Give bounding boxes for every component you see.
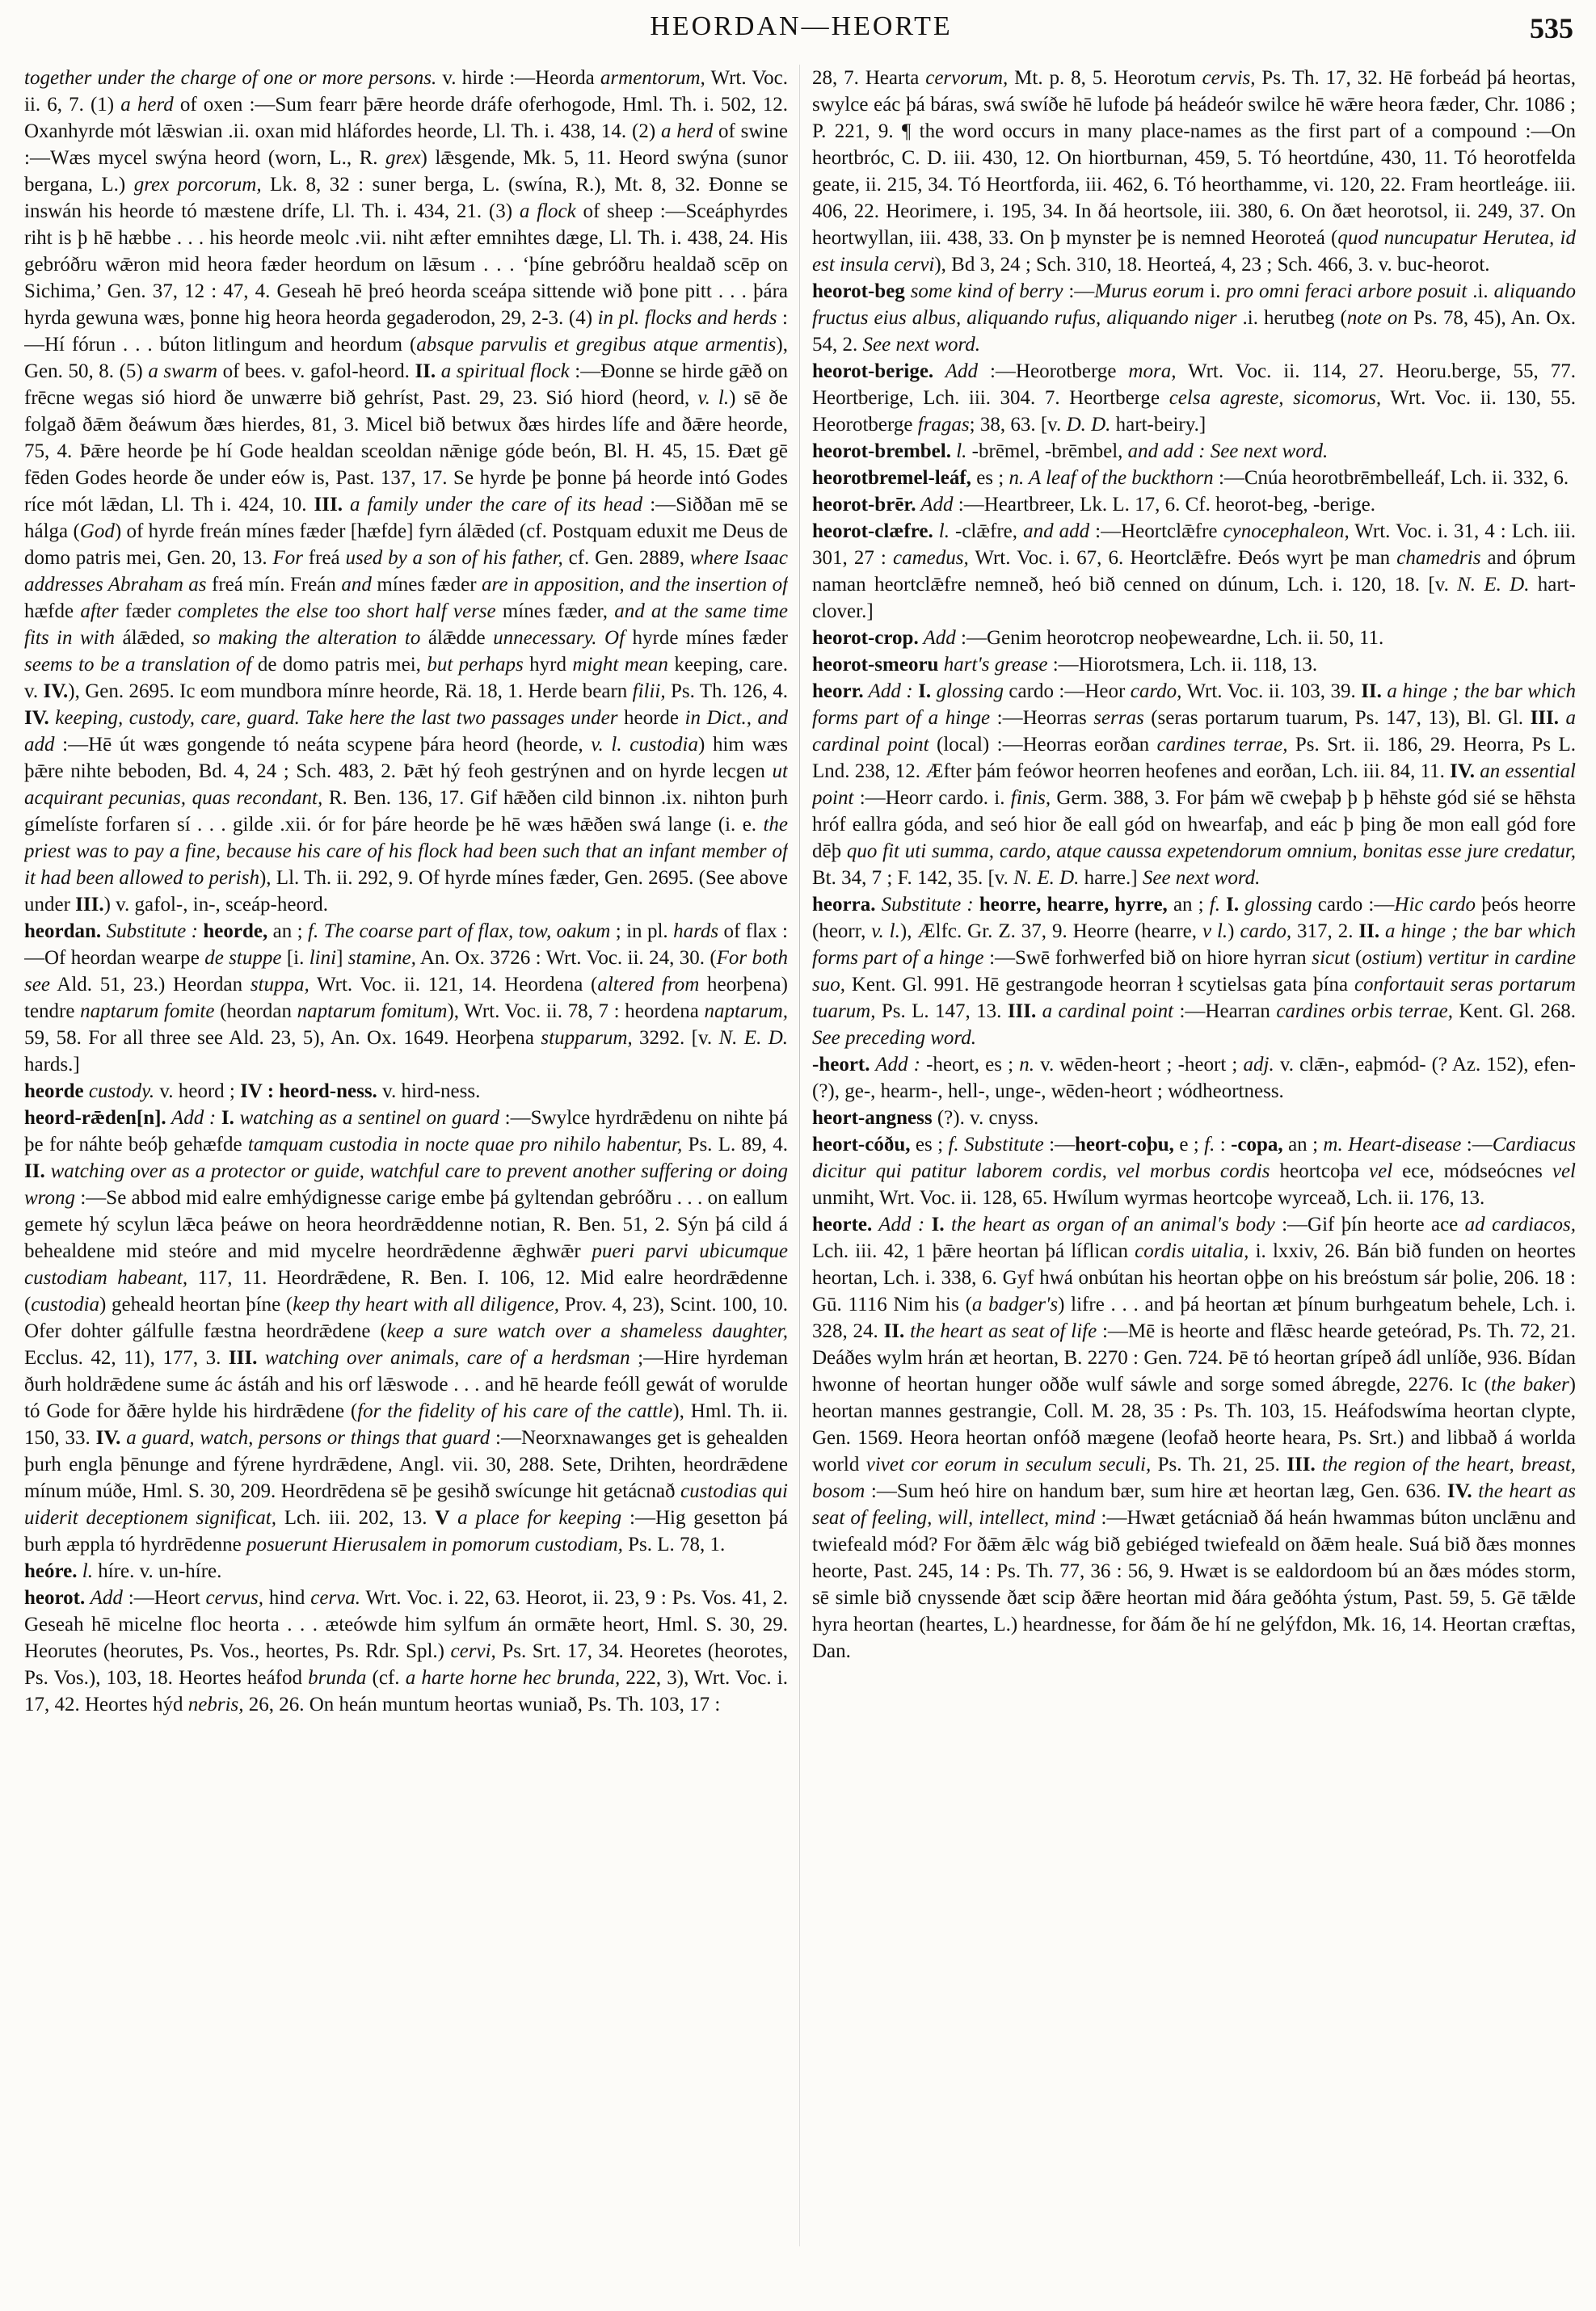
right-column <box>812 65 1576 2279</box>
dictionary-entry: heorot-berige. Add :—Heorotberge mora, Wrt. Voc. ii. 114, 27. Heoru.berge, 55, 77. Heortberige, Lch. iii. 304. 7. Heortberge celsa agreste, sicomorus, Wrt. Voc. ii. 130, 55. Heorotberge fragas; 38, 63. [v. D. D. hart-beiry.] <box>812 360 1576 436</box>
dictionary-entry: heorte. Add : I. the heart as organ of an animal's body :—Gif þín heorte ace ad cardiacos, Lch. iii. 42, 1 þǣre heortan þá líflican cordis uitalia, i. lxxiv, 26. Bán bið funden on heortes heortan, Lch. i. 338, 6. Gyf hwá onbútan his heortan oþþe on his breóstum sár þolie, 206. 18 : Gū. 1116 Nim his (a badger's) lifre . . . and þá heortan æt þínum burhgeatum behele, Lch. i. 328, 24. II. the heart as seat of life :—Mē is heorte and flǣsc hearde geteórad, Ps. Th. 72, 21. Deáðes wylm hrán æt heortan, B. 2270 : Gen. 724. Þē tó heortan grípeð ádl unlíðe, 936. Bídan hwonne of heortan hunger oððe wulf sáwle and sorge somed ábregde, 2276. Ic (the baker) heortan mannes gestrangie, Coll. M. 28, 35 : Ps. Th. 103, 15. Heáfodswíma heortan clypte, Gen. 1569. Heora heortan onfóð mægene (leofað heorte heara, Ps. Srt.) and libbað á worlda world vivet cor eorum in seculum seculi, Ps. Th. 21, 25. III. the region of the heart, breast, bosom :—Sum heó hire on handum bær, sum hire æt heortan læg, Gen. 636. IV. the heart as seat of feeling, will, intellect, mind :—Hwæt getácniað ðá heán hwammas búton unclǣnu and twiefeald mód? For ðǣm ǣlc wág bið gebiéged twiefeald on ðǣm heale. Suá bið ðæs monnes heorte, Past. 245, 14 : Ps. Th. 77, 36 : 56, 9. Hwæt is se ealdordoom bú an ðæs módes storm, sē simle bið cnyssende ðæt scip ðǣre heortan mid ðára geðóhta ýstum, Past. 59, 5. Gē tǣlde hyra heortan (heartes, L.) heardnesse, for ðám ðe hí ne gelýfdon, Mk. 16, 14. Heortan cræftas, Dan. <box>812 1214 1576 1662</box>
left-column <box>24 65 788 2279</box>
dictionary-entry: heordan. Substitute : heorde, an ; f. The coarse part of flax, tow, oakum ; in pl. hards of flax :—Of heordan wearpe de stuppe [i. lini] stamine, An. Ox. 3726 : Wrt. Voc. ii. 24, 30. (For both see Ald. 51, 23.) Heordan stuppa, Wrt. Voc. ii. 121, 14. Heordena (altered from heorþena) tendre naptarum fomite (heordan naptarum fomitum), Wrt. Voc. ii. 78, 7 : heordena naptarum, 59, 58. For all three see Ald. 23, 5), An. Ox. 1649. Heorþena stupparum, 3292. [v. N. E. D. hards.] <box>24 920 788 1076</box>
page-number: 535 <box>1530 12 1573 44</box>
entry-continuation: together under the charge of one or more persons. v. hirde :—Heorda armentorum, Wrt. Voc. ii. 6, 7. (1) a herd of oxen :—Sum fearr þǣre heorde dráfe oferhogode, Hml. Th. i. 502, 12. Oxanhyrde mót lǣswian .ii. oxan mid hláfordes heorde, Ll. Th. i. 438, 14. (2) a herd of swine :—Wæs mycel swýna heord (worn, L., R. grex) lǣsgende, Mk. 5, 11. Heord swýna (sunor bergana, L.) grex porcorum, Lk. 8, 32 : suner berga, L. (swína, R.), Mt. 8, 32. Ðonne se inswán his heorde tó mæstene drífe, Ll. Th. i. 434, 21. (3) a flock of sheep :—Sceáphyrdes riht is þ hē hæbbe . . . his heorde meolc .vii. niht æfter emnihtes dæge, Ll. Th. i. 438, 24. His gebróðru wǣron mid heora fæder heordum on lǣsum . . . ‘þíne gebróðru healdað scēp on Sichima,’ Gen. 37, 12 : 47, 4. Geseah hē þreó heorda sceápa sittende wið þone pitt . . . þára hyrda gewuna wæs, þonne hig heora heorda gegaderodon, 29, 2-3. (4) in pl. flocks and herds :—Hí fórun . . . búton litlingum and heordum (absque parvulis et gregibus atque armentis), Gen. 50, 8. (5) a swarm of bees. v. gafol-heord. II. a spiritual flock :—Ðonne se hirde gǣð on frēcne wegas sió hiord ðe unwærre bið gehríst, Past. 29, 23. Sió hiord (heord, v. l.) sē ðe folgað ðǣm ðeáwum ðæs hierdes, 81, 3. Micel bið betwux ðæs hirdes lífe and ðǣre heorde, 75, 4. Þǣre heorde þe hí Gode healdan sceoldan nǣnige góde beón, Bl. H. 45, 15. Ðæt gē fēden Godes heorde ðe under eów is, Past. 137, 17. Se hyrde þe þonne þá heorde intó Godes ríce mót lǣdan, Ll. Th i. 424, 10. III. a family under the care of its head :—Siððan mē se hálga (God) of hyrde freán mínes fæder [hæfde] fyrn álǣded (cf. Postquam eduxit me Deus de domo patris mei, Gen. 20, 13. For freá used by a son of his father, cf. Gen. 2889, where Isaac addresses Abraham as freá mín. Freán and mínes fæder are in apposition, and the insertion of hæfde after fæder completes the else too short half verse mínes fæder, and at the same time fits in with álǣded, so making the alteration to álǣdde unnecessary. Of hyrde mínes fæder seems to be a translation of de domo patris mei, but perhaps hyrd might mean keeping, care. v. IV.), Gen. 2695. Ic eom mundbora mínre heorde, Rä. 18, 1. Herde bearn filii, Ps. Th. 126, 4. IV. keeping, custody, care, guard. Take here the last two passages under heorde in Dict., and add :—Hē út wæs gongende tó neáta scypene þára heord (heorde, v. l. custodia) him wæs þǣre nihte beboden, Bd. 4, 24 ; Sch. 483, 2. Þǣt hý feoh gestrýnen and on hyrde lecgen ut acquirant pecunias, quas recondant, R. Ben. 136, 17. Gif hǣðen cild binnon .ix. nihton þurh gímelíste forfaren sí . . . gilde .xii. ór for þáre heorde þe hē wæs hǣðen swá lange (i. e. the priest was to pay a fine, because his care of his flock had been such that an infant member of it had been allowed to perish), Ll. Th. ii. 292, 9. Of hyrde mínes fæder, Gen. 2695. (See above under III.) v. gafol-, in-, sceáp-heord. <box>24 67 788 916</box>
dictionary-entry: heorot. Add :—Heort cervus, hind cerva. Wrt. Voc. i. 22, 63. Heorot, ii. 23, 9 : Ps. Vos. 41, 2. Geseah hē micelne floc heorta . . . æteówde him sylfum án ormǣte heort, Hml. S. 30, 29. Heorutes (heorutes, Ps. Vos., heortes, Ps. Rdr. Spl.) cervi, Ps. Srt. 17, 34. Heoretes (heorotes, Ps. Vos.), 103, 18. Heortes heáfod brunda (cf. a harte horne hec brunda, 222, 3), Wrt. Voc. i. 17, 42. Heortes hýd nebris, 26, 26. On heán muntum heortas wuniað, Ps. Th. 103, 17 : <box>24 1587 788 1715</box>
dictionary-entry: heorot-crop. Add :—Genim heorotcrop neoþeweardne, Lch. ii. 50, 11. <box>812 627 1384 649</box>
dictionary-entry: heorot-smeoru hart's grease :—Hiorotsmera, Lch. ii. 118, 13. <box>812 654 1318 676</box>
dictionary-entry: heorot-beg some kind of berry :—Murus eorum i. pro omni feraci arbore posuit .i. aliquando fructus eius albus, aliquando rufus, aliquando niger .i. herutbeg (note on Ps. 78, 45), An. Ox. 54, 2. See next word. <box>812 280 1576 356</box>
dictionary-entry: heorotbremel-leáf, es ; n. A leaf of the buckthorn :—Cnúa heorotbrēmbelleáf, Lch. ii. 332, 6. <box>812 467 1569 489</box>
dictionary-entry: heorr. Add : I. glossing cardo :—Heor cardo, Wrt. Voc. ii. 103, 39. II. a hinge ; the bar which forms part of a hinge :—Heorras serras (seras portarum tuarum, Ps. 147, 13), Bl. Gl. III. a cardinal point (local) :—Heorras eorðan cardines terrae, Ps. Srt. ii. 186, 29. Heorra, Ps L. Lnd. 238, 12. Æfter þám feówor heorren heofenes and eorðan, Lch. iii. 84, 11. IV. an essential point :—Heorr cardo. i. finis, Germ. 388, 3. For þám wē cweþaþ þ þ hēhste gód sié se hēhsta hróf eallra góda, and seó hior ðe eall gód on hwearfaþ, and eác þ þing ðe mon eall gód fore dēþ quo fit uti summa, cardo, atque caussa expetendorum omnium, bonitas esse jure credatur, Bt. 34, 7 ; F. 142, 35. [v. N. E. D. harre.] See next word. <box>812 680 1576 889</box>
dictionary-entry: heord-rǣden[n]. Add : I. watching as a sentinel on guard :—Swylce hyrdrǣdenu on nihte þá þe for náhte beóþ gehæfde tamquam custodia in nocte quae pro nihilo habentur, Ps. L. 89, 4. II. watching over as a protector or guide, watchful care to prevent another suffering or doing wrong :—Se abbod mid ealre emhýdignesse carige embe þá gyltendan gebróðru . . . on eallum gemete hý scylun lǣca þeáwe on heora heordrǣddenne notian, R. Ben. 51, 2. Sýn þá cild á behealdene mid steóre and mid mycelre heordrǣdenne ǣghwǣr pueri parvi ubicumque custodiam habeant, 117, 11. Heordrǣdene, R. Ben. I. 106, 12. Mid ealre heordrǣdenne (custodia) geheald heortan þíne (keep thy heart with all diligence, Prov. 4, 23), Scint. 100, 10. Ofer dohter gálfulle fæstna heordrǣdene (keep a sure watch over a shameless daughter, Ecclus. 42, 11), 177, 3. III. watching over animals, care of a herdsman ;—Hire hyrdeman ðurh holdrǣdene sume ác ástáh and his orf lǣswode . . . and hē hearde feóll gewát of worulde tó Gode for ðǣre hylde his hirdrǣdene (for the fidelity of his care of the cattle), Hml. Th. ii. 150, 33. IV. a guard, watch, persons or things that guard :—Neorxnawanges get is gehealden þurh engla þēnunge and fýrene hyrdrǣdene, Angl. vii. 30, 288. Sete, Drihten, heordrǣdene mínum múðe, Hml. S. 30, 209. Heordrēdena sē þe gesihð swícunge hit getácnað custodias qui uiderit deceptionem significat, Lch. iii. 202, 13. V a place for keeping :—Hig gesetton þá burh æppla tó hyrdrēdenne posuerunt Hierusalem in pomorum custodiam, Ps. L. 78, 1. <box>24 1107 788 1555</box>
dictionary-entry: heorot-clæfre. l. -clǣfre, and add :—Heortclǣfre cynocephaleon, Wrt. Voc. i. 31, 4 : Lch. iii. 301, 27 : camedus, Wrt. Voc. i. 67, 6. Heortclǣfre. Ðeós wyrt þe man chamedris and óþrum naman heortclǣfre nemneð, heó bið cenned on dúnum, Lch. i. 120, 18. [v. N. E. D. hart-clover.] <box>812 520 1576 622</box>
dictionary-entry: heort-cóðu, es ; f. Substitute :—heort-coþu, e ; f. : -copa, an ; m. Heart-disease :—Cardiacus dicitur qui patitur laborem cordis, vel morbus cordis heortcoþa vel ece, módseócnes vel unmiht, Wrt. Voc. ii. 128, 65. Hwílum wyrmas heortcoþe wyrceað, Lch. ii. 176, 13. <box>812 1134 1576 1209</box>
dictionary-entry: heóre. l. híre. v. un-híre. <box>24 1560 222 1582</box>
entry-continuation: 28, 7. Hearta cervorum, Mt. p. 8, 5. Heorotum cervis, Ps. Th. 17, 32. Hē forbeád þá heortas, swylce eác þá báras, swá swíðe hē lufode þá heádeór swilce hē wǣre heora fæder, Chr. 1086 ; P. 221, 9. ¶ the word occurs in many place-names as the first part of a compound :—On heortbróc, C. D. iii. 430, 12. On hiortburnan, 459, 5. Tó heortdúne, 430, 11. Tó heorotfelda geate, ii. 215, 34. Tó Heortforda, iii. 462, 6. Tó heorthamme, vi. 120, 22. Fram heortleáge. iii. 406, 22. Heorimere, i. 195, 34. In ðá heortsole, iii. 380, 6. On ðæt heorotsol, ii. 249, 37. On heortwyllan, iii. 438, 33. On þ mynster þe is nemned Heoroteá (quod nuncupatur Herutea, id est insula cervi), Bd 3, 24 ; Sch. 310, 18. Heorteá, 4, 23 ; Sch. 466, 3. v. buc-heorot. <box>812 67 1576 276</box>
text-columns <box>24 65 1578 2279</box>
dictionary-entry: heorra. Substitute : heorre, hearre, hyrre, an ; f. I. glossing cardo :—Hic cardo þeós heorre (heorr, v. l.), Ælfc. Gr. Z. 37, 9. Heorre (hearre, v l.) cardo, 317, 2. II. a hinge ; the bar which forms part of a hinge :—Swē forhwerfed bið on hiore hyrran sicut (ostium) vertitur in cardine suo, Kent. Gl. 991. Hē gestrangode heorran ł scytielsas gata þína confortauit seras portarum tuarum, Ps. L. 147, 13. III. a cardinal point :—Hearran cardines orbis terrae, Kent. Gl. 268. See preceding word. <box>812 894 1576 1049</box>
dictionary-entry: heort-angness (?). v. cnyss. <box>812 1107 1039 1129</box>
dictionary-entry: -heort. Add : -heort, es ; n. v. wēden-heort ; -heort ; adj. v. clǣn-, eaþmód- (? Az. 152), efen- (?), ge-, hearm-, hell-, unge-, wēden-heort ; wódheortness. <box>812 1054 1576 1102</box>
page-header <box>24 6 1578 52</box>
dictionary-entry: heorot-brembel. l. -brēmel, -brēmbel, and add : See next word. <box>812 440 1329 462</box>
dictionary-entry: heorot-brēr. Add :—Heartbreer, Lk. L. 17, 6. Cf. heorot-beg, -berige. <box>812 494 1375 516</box>
column-divider <box>799 65 800 2246</box>
dictionary-entry: heorde custody. v. heord ; IV : heord-ness. v. hird-ness. <box>24 1080 481 1102</box>
page-title: HEORDAN—HEORTE <box>650 11 953 41</box>
